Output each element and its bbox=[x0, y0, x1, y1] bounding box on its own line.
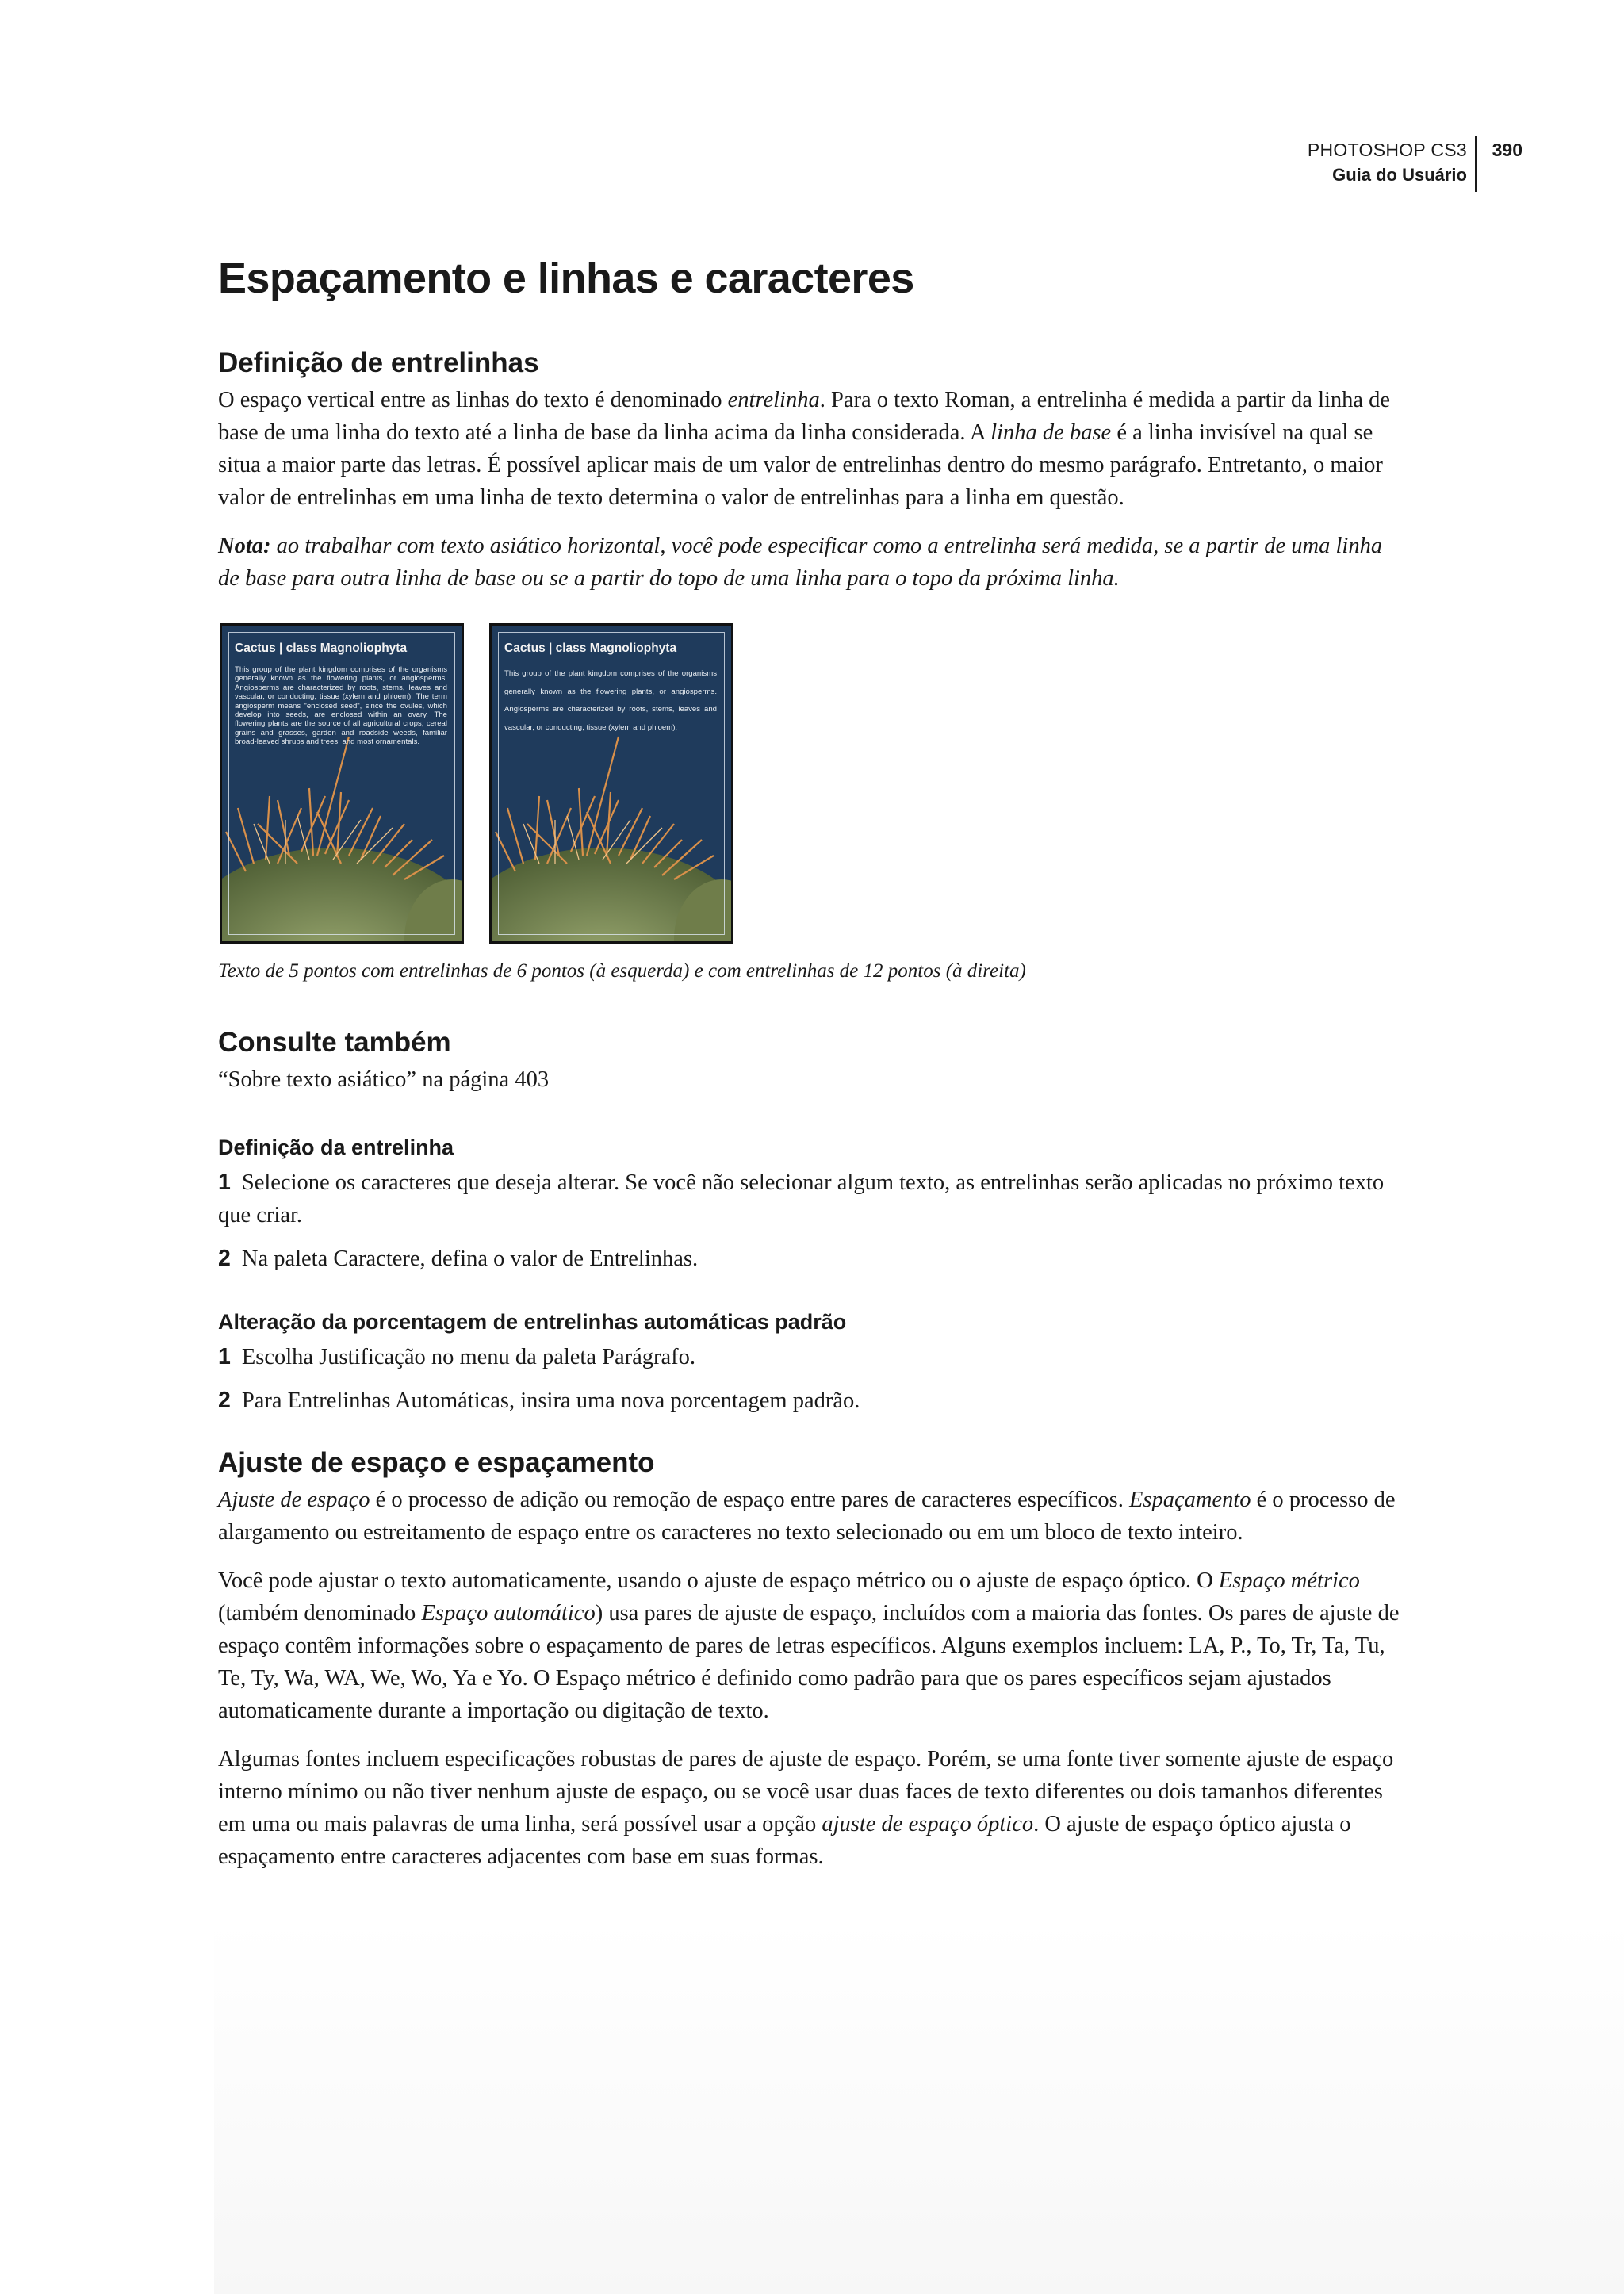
procedure-step: 2 Para Entrelinhas Automáticas, insira uma nova porcentagem padrão. bbox=[218, 1388, 860, 1413]
procedure-step: 1 Selecione os caracteres que deseja alterar. Se você não selecionar algum texto, as entrelinhas serão aplicadas no próximo texto que criar. bbox=[218, 1170, 1385, 1227]
figure-title: Cactus | class Magnoliophyta bbox=[504, 641, 677, 655]
kerning-paragraph-3: Algumas fontes incluem especificações robustas de pares de ajuste de espaço. Porém, se uma fonte tiver somente ajuste de espaço interno mínimo ou não tiver nenhum ajuste de espaço, ou se você usar duas faces de texto diferentes ou dois tamanhos diferentes em uma ou mais palavras de uma linha, será possível usar a opção ajuste de espaço óptico. O ajuste de espaço óptico ajusta o espaçamento entre caracteres adjacentes com base em suas formas. bbox=[218, 1747, 1394, 1869]
page-content bbox=[218, 254, 1404, 1889]
figure-tight-leading bbox=[220, 623, 464, 944]
figure-loose-leading bbox=[489, 623, 733, 944]
see-also-link[interactable]: “Sobre texto asiático” na página 403 bbox=[218, 1067, 550, 1092]
section-heading-leading: Definição de entrelinhas bbox=[218, 347, 539, 378]
page-shading bbox=[214, 1919, 1624, 2294]
procedure-step: 1 Escolha Justificação no menu da paleta Parágrafo. bbox=[218, 1344, 696, 1369]
note-paragraph: Nota: ao trabalhar com texto asiático horizontal, você pode especificar como a entrelinha será medida, se a partir de uma linha de base para outra linha de base ou se a partir do topo de uma linha para o topo da próxima linha. bbox=[218, 534, 1383, 591]
running-header bbox=[1285, 136, 1522, 192]
page-number: 390 bbox=[1492, 140, 1522, 160]
kerning-paragraph-2: Você pode ajustar o texto automaticamente, usando o ajuste de espaço métrico ou o ajuste de espaço óptico. O Espaço métrico (também denominado Espaço automático) usa pares de ajuste de espaço, incluídos com a maioria das fontes. Os pares de ajuste de espaço contêm informações sobre o espaçamento de pares de letras específicos. Alguns exemplos incluem: LA, P., To, Tr, Ta, Tu, Te, Ty, Wa, WA, We, Wo, Ya e Yo. O Espaço métrico é definido como padrão para que os pares específicos sejam ajustados automaticamente durante a importação ou digitação de texto. bbox=[218, 1568, 1400, 1723]
leading-paragraph: O espaço vertical entre as linhas do texto é denominado entrelinha. Para o texto Roman, a entrelinha é medida a partir da linha de base de uma linha do texto até a linha de base da linha acima da linha considerada. A linha de base é a linha invisível na qual se situa a maior parte das letras. É possível aplicar mais de um valor de entrelinhas dentro do mesmo parágrafo. Entretanto, o maior valor de entrelinhas em uma linha de texto determina o valor de entrelinhas para a linha em questão. bbox=[218, 388, 1391, 510]
header-guide: Guia do Usuário bbox=[1332, 165, 1467, 185]
figure-body-text: This group of the plant kingdom comprises of the organisms generally known as the flowering plants, or angiosperms. Angiosperms are characterized by roots, stems, leaves and vascular, or conducting, tissue (xylem and phloem). The term angiosperm means "enclosed seed", since the ovules, which develop into seeds, are enclosed within an ovary. The flowering plants are the source of all agricultural crops, cereal grains and grasses, garden and roadside weeds, familiar broad-leaved shrubs and trees, and most ornamentals. bbox=[235, 665, 447, 747]
header-product: PHOTOSHOP CS3 bbox=[1307, 140, 1467, 160]
procedure-step: 2 Na paleta Caractere, defina o valor de Entrelinhas. bbox=[218, 1246, 699, 1271]
kerning-paragraph-1: Ajuste de espaço é o processo de adição ou remoção de espaço entre pares de caracteres específicos. Espaçamento é o processo de alargamento ou estreitamento de espaço entre os caracteres no texto selecionado ou em um bloco de texto inteiro. bbox=[218, 1488, 1396, 1545]
section-heading-kerning: Ajuste de espaço e espaçamento bbox=[218, 1447, 655, 1478]
procedure-heading-auto-leading: Alteração da porcentagem de entrelinhas automáticas padrão bbox=[218, 1310, 847, 1334]
page-title: Espaçamento e linhas e caracteres bbox=[218, 255, 914, 302]
figure-caption: Texto de 5 pontos com entrelinhas de 6 pontos (à esquerda) e com entrelinhas de 12 pontos (à direita) bbox=[218, 960, 1026, 982]
leading-figures bbox=[220, 623, 1404, 944]
figure-body-text: This group of the plant kingdom comprises of the organisms generally known as the flowering plants, or angiosperms. Angiosperms are characterized by roots, stems, leaves and vascular, or conducting, tissue (xylem and phloem). bbox=[504, 669, 717, 732]
figure-title: Cactus | class Magnoliophyta bbox=[235, 641, 408, 655]
header-divider bbox=[1475, 136, 1477, 192]
note-label: Nota: bbox=[218, 534, 271, 558]
see-also-heading: Consulte também bbox=[218, 1027, 451, 1058]
procedure-heading-set-leading: Definição da entrelinha bbox=[218, 1136, 454, 1159]
